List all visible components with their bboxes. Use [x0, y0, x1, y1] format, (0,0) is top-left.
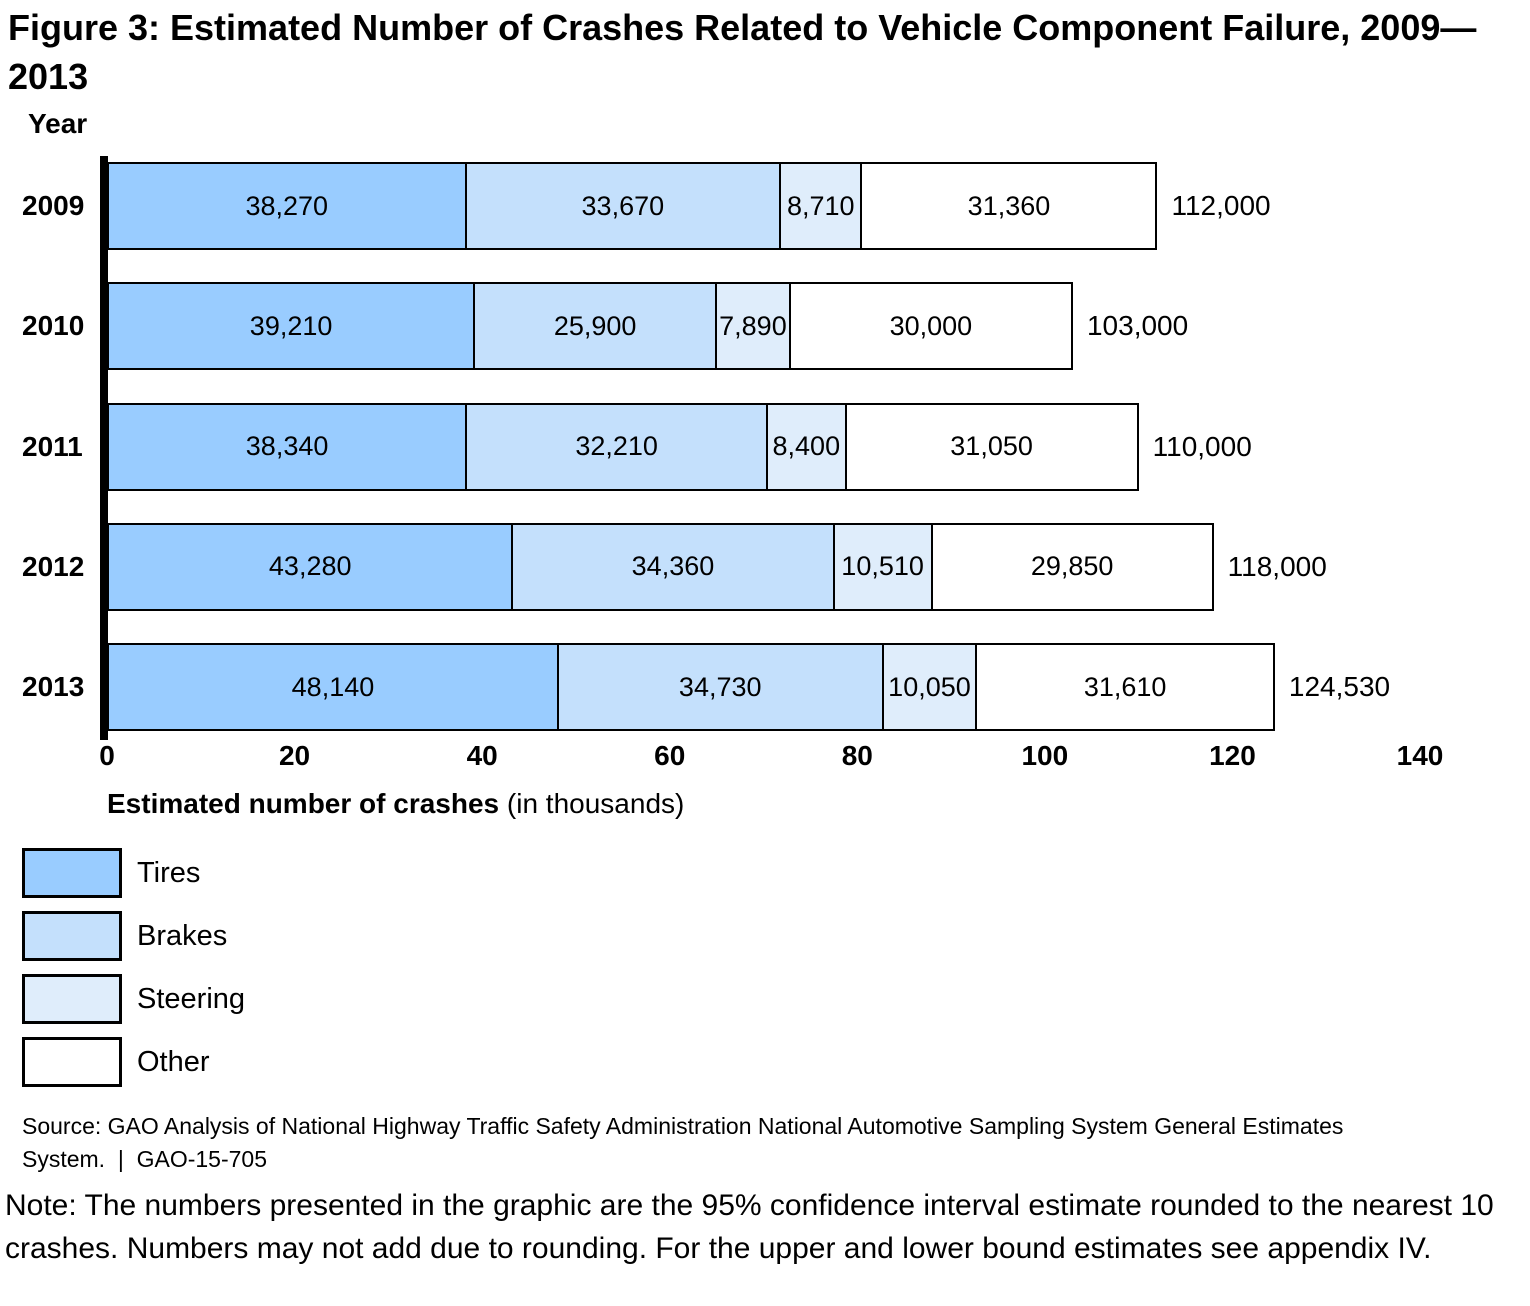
plot-area — [22, 160, 1420, 745]
bar-total: 112,000 — [1171, 190, 1271, 221]
segment-steering — [781, 164, 862, 248]
x-axis-title-main: Estimated number of crashes — [107, 788, 500, 819]
x-tick-100: 100 — [1021, 740, 1069, 771]
note-text: Note: The numbers presented in the graphic are the 95% confidence interval estimate rounded to the nearest 10 crashes. Numbers may not add due to rounding. For the upper and lower bound estimates see appendix IV. — [5, 1189, 1494, 1265]
segment-value: 8,710 — [787, 190, 855, 221]
x-axis-title — [107, 788, 684, 820]
source-line: Source: GAO Analysis of National Highway Traffic Safety Administration National Automotive Sampling System General Estimates System. | GAO-15-705 — [22, 1113, 1344, 1172]
legend-swatch-steering — [22, 974, 122, 1024]
year-label: 2011 — [22, 430, 83, 462]
legend-item-tires — [22, 848, 245, 898]
stacked-bar — [107, 523, 1214, 611]
segment-value: 31,050 — [950, 431, 1033, 461]
segment-value: 25,900 — [553, 310, 637, 341]
x-tick-80: 80 — [841, 740, 873, 771]
segment-value: 31,360 — [967, 190, 1051, 221]
segment-value: 43,280 — [268, 551, 352, 582]
y-axis-title: Year — [28, 108, 88, 139]
segment-other — [862, 164, 1155, 248]
bar-total: 118,000 — [1227, 550, 1327, 582]
x-tick-20: 20 — [278, 740, 311, 771]
segment-brakes — [559, 645, 884, 729]
legend-item-other — [22, 1037, 245, 1087]
segment-value: 10,050 — [888, 671, 971, 702]
segment-brakes — [513, 525, 834, 609]
year-label: 2009 — [22, 190, 85, 221]
segment-value: 38,270 — [245, 190, 329, 221]
segment-steering — [835, 525, 933, 609]
legend-item-steering — [22, 974, 245, 1024]
segment-other — [977, 645, 1272, 729]
legend-swatch-brakes — [22, 911, 122, 961]
segment-value: 34,360 — [631, 551, 715, 582]
bar-row-2010 — [22, 282, 1420, 370]
segment-value: 10,510 — [841, 551, 924, 582]
x-tick-60: 60 — [654, 740, 686, 771]
segment-value: 7,890 — [719, 310, 787, 341]
segment-value: 39,210 — [249, 310, 333, 341]
legend-swatch-tires — [22, 848, 122, 898]
legend — [22, 848, 245, 1100]
x-tick-40: 40 — [466, 740, 498, 771]
segment-tires — [109, 645, 559, 729]
legend-swatch-other — [22, 1037, 122, 1087]
segment-other — [847, 405, 1137, 489]
legend-label: Brakes — [137, 919, 228, 952]
segment-value: 32,210 — [575, 431, 658, 461]
stacked-bar — [107, 282, 1073, 370]
segment-value: 30,000 — [889, 310, 973, 341]
figure-title: Figure 3: Estimated Number of Crashes Related to Vehicle Component Failure, 2009—2013 — [8, 7, 1477, 97]
stacked-bar — [107, 403, 1139, 491]
segment-tires — [109, 164, 467, 248]
legend-item-brakes — [22, 911, 245, 961]
x-axis-title-units: (in thousands) — [499, 788, 685, 819]
segment-tires — [109, 525, 513, 609]
segment-value: 38,340 — [245, 431, 329, 461]
bar-total: 103,000 — [1086, 310, 1189, 342]
bar-row-2012 — [22, 523, 1420, 611]
segment-steering — [768, 405, 846, 489]
stacked-bar — [107, 162, 1157, 250]
year-label: 2013 — [22, 671, 85, 702]
legend-label: Steering — [137, 982, 246, 1015]
bar-total: 110,000 — [1152, 430, 1252, 462]
bar-row-2011 — [22, 403, 1420, 491]
segment-brakes — [475, 284, 717, 368]
segment-brakes — [467, 164, 782, 248]
x-tick-120: 120 — [1209, 740, 1256, 771]
segment-tires — [109, 405, 467, 489]
segment-other — [933, 525, 1212, 609]
segment-value: 33,670 — [581, 190, 665, 221]
legend-label: Tires — [137, 856, 201, 889]
bar-row-2013 — [22, 643, 1420, 731]
stacked-bar — [107, 643, 1275, 731]
x-axis-ticks — [99, 740, 1444, 776]
year-label: 2010 — [22, 310, 85, 342]
legend-label: Other — [137, 1045, 210, 1078]
segment-value: 29,850 — [1030, 551, 1114, 582]
x-tick-0: 0 — [99, 740, 115, 771]
segment-value: 8,400 — [772, 431, 841, 461]
segment-value: 31,610 — [1083, 671, 1167, 702]
segment-steering — [884, 645, 978, 729]
segment-value: 34,730 — [678, 671, 762, 702]
segment-other — [791, 284, 1071, 368]
bar-total: 124,530 — [1288, 671, 1391, 702]
segment-tires — [109, 284, 475, 368]
segment-value: 48,140 — [291, 671, 375, 702]
x-tick-140: 140 — [1396, 740, 1444, 771]
bar-row-2009 — [22, 162, 1420, 250]
segment-brakes — [467, 405, 768, 489]
year-label: 2012 — [22, 550, 85, 582]
segment-steering — [717, 284, 791, 368]
